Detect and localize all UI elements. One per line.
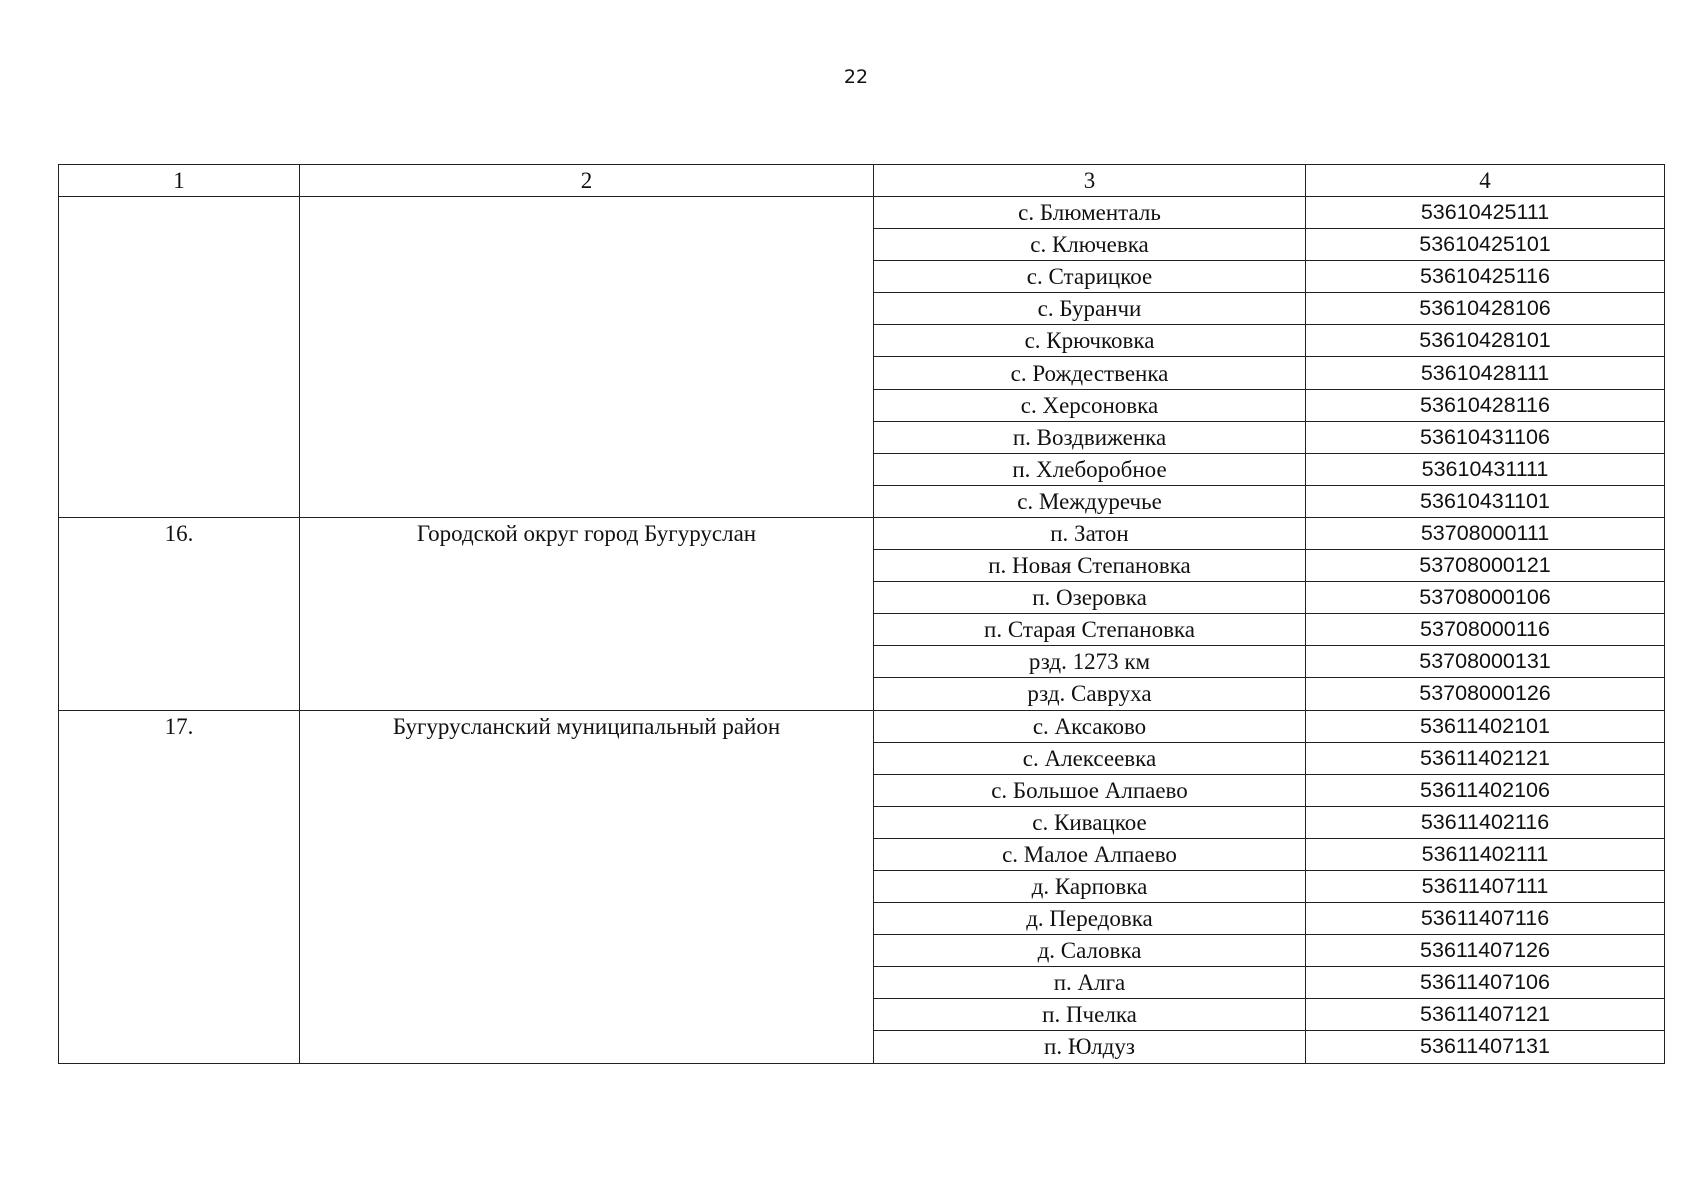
settlement-name: рзд. Савруха xyxy=(874,678,1306,710)
group-number-cell xyxy=(59,197,300,518)
settlement-code: 53611407126 xyxy=(1306,935,1665,967)
settlement-name: с. Междуречье xyxy=(874,485,1306,517)
table-row xyxy=(59,517,1665,549)
table-row xyxy=(59,710,1665,742)
settlement-code: 53610425116 xyxy=(1306,261,1665,293)
settlement-code: 53610425111 xyxy=(1306,197,1665,229)
column-header-4: 4 xyxy=(1306,165,1665,197)
column-header-3: 3 xyxy=(874,165,1306,197)
settlement-code: 53708000116 xyxy=(1306,614,1665,646)
settlement-code: 53610428101 xyxy=(1306,325,1665,357)
settlement-name: п. Затон xyxy=(874,517,1306,549)
settlement-code: 53708000126 xyxy=(1306,678,1665,710)
settlement-code: 53610425101 xyxy=(1306,229,1665,261)
settlement-code: 53611407121 xyxy=(1306,999,1665,1031)
settlement-name: д. Передовка xyxy=(874,903,1306,935)
settlement-code: 53611407111 xyxy=(1306,870,1665,902)
settlement-name: с. Крючковка xyxy=(874,325,1306,357)
settlement-name: п. Новая Степановка xyxy=(874,550,1306,582)
settlement-name: п. Хлеборобное xyxy=(874,453,1306,485)
settlement-name: с. Буранчи xyxy=(874,293,1306,325)
settlement-code: 53611402106 xyxy=(1306,774,1665,806)
settlement-name: п. Алга xyxy=(874,967,1306,999)
settlement-code: 53611402101 xyxy=(1306,710,1665,742)
settlement-name: с. Блюменталь xyxy=(874,197,1306,229)
settlement-name: с. Рождественка xyxy=(874,357,1306,389)
settlement-code: 53610431101 xyxy=(1306,485,1665,517)
settlement-name: с. Старицкое xyxy=(874,261,1306,293)
group-number: 16. xyxy=(59,517,300,710)
table-row xyxy=(59,197,1665,229)
settlement-code: 53610428116 xyxy=(1306,389,1665,421)
settlement-name: с. Большое Алпаево xyxy=(874,774,1306,806)
settlements-table xyxy=(58,164,1665,1064)
table-body xyxy=(59,197,1665,1064)
column-header-2: 2 xyxy=(300,165,874,197)
settlement-code: 53708000111 xyxy=(1306,517,1665,549)
settlement-code: 53708000106 xyxy=(1306,582,1665,614)
settlement-code: 53611407106 xyxy=(1306,967,1665,999)
settlement-code: 53708000121 xyxy=(1306,550,1665,582)
settlement-name: д. Карповка xyxy=(874,870,1306,902)
settlement-code: 53611407131 xyxy=(1306,1031,1665,1063)
settlement-code: 53610428111 xyxy=(1306,357,1665,389)
settlement-name: п. Воздвиженка xyxy=(874,421,1306,453)
group-name: Бугурусланский муниципальный район xyxy=(300,710,874,1063)
settlement-name: с. Кивацкое xyxy=(874,806,1306,838)
table-header xyxy=(59,165,1665,197)
settlement-code: 53610431106 xyxy=(1306,421,1665,453)
header-row xyxy=(59,165,1665,197)
settlement-name: рзд. 1273 км xyxy=(874,646,1306,678)
settlement-name: с. Херсоновка xyxy=(874,389,1306,421)
settlement-name: с. Ключевка xyxy=(874,229,1306,261)
settlement-code: 53611402111 xyxy=(1306,838,1665,870)
settlement-code: 53611407116 xyxy=(1306,903,1665,935)
group-name-cell xyxy=(300,197,874,518)
settlement-code: 53611402116 xyxy=(1306,806,1665,838)
settlement-name: с. Аксаково xyxy=(874,710,1306,742)
settlement-name: с. Алексеевка xyxy=(874,742,1306,774)
group-number: 17. xyxy=(59,710,300,1063)
column-header-1: 1 xyxy=(59,165,300,197)
settlement-code: 53610431111 xyxy=(1306,453,1665,485)
settlement-code: 53708000131 xyxy=(1306,646,1665,678)
settlement-name: п. Юлдуз xyxy=(874,1031,1306,1063)
settlement-code: 53610428106 xyxy=(1306,293,1665,325)
settlement-name: с. Малое Алпаево xyxy=(874,838,1306,870)
page-number: 22 xyxy=(843,66,869,88)
settlement-name: п. Пчелка xyxy=(874,999,1306,1031)
settlement-name: п. Озеровка xyxy=(874,582,1306,614)
settlement-name: п. Старая Степановка xyxy=(874,614,1306,646)
settlement-code: 53611402121 xyxy=(1306,742,1665,774)
group-name: Городской округ город Бугуруслан xyxy=(300,517,874,710)
settlement-name: д. Саловка xyxy=(874,935,1306,967)
